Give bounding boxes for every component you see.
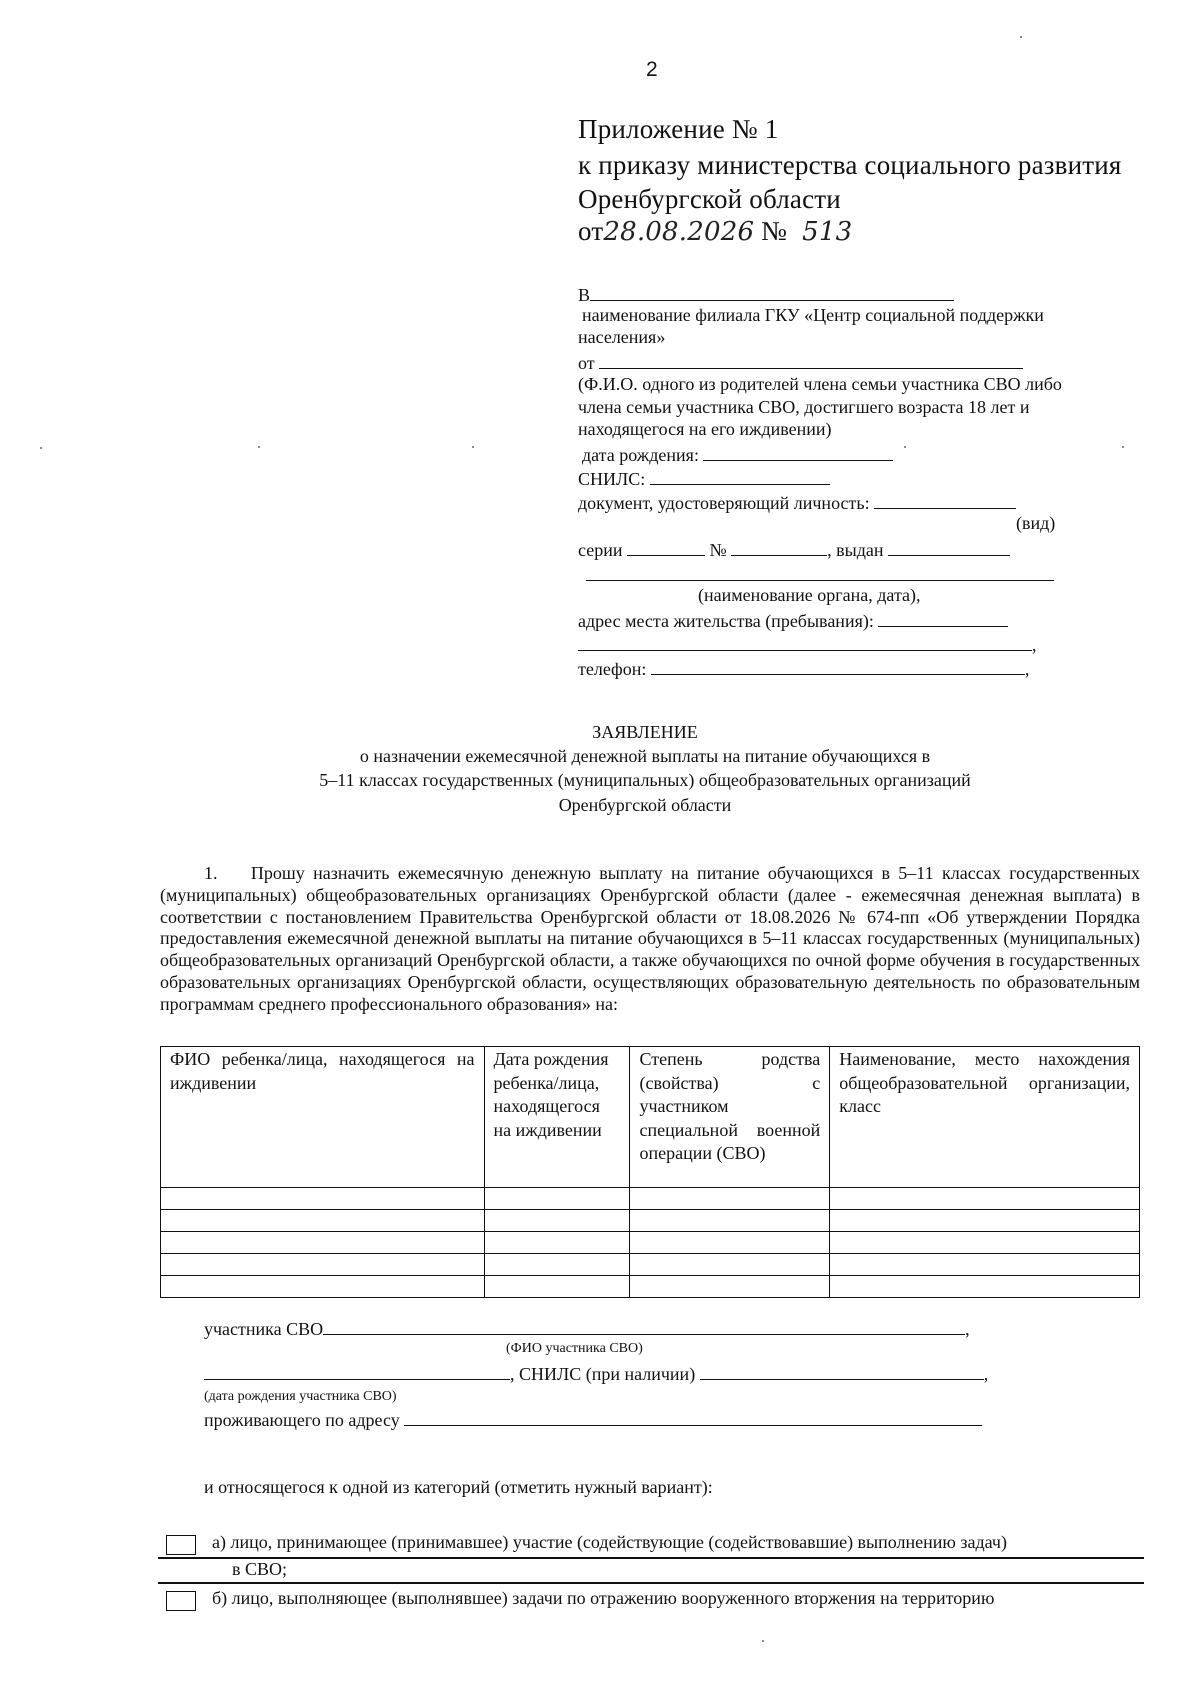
address-blank[interactable] [878, 608, 1008, 627]
table-cell[interactable] [161, 1210, 485, 1232]
participant-address-label: проживающего по адресу [204, 1410, 400, 1430]
to-line [578, 282, 954, 306]
id-kind-caption: (вид) [1016, 513, 1056, 533]
option-a-text-1: а) лицо, принимающее (принимавшее) участие (содействующие (содействовавшие) выполнению задач) [212, 1532, 1007, 1552]
table-cell[interactable] [830, 1232, 1140, 1254]
table-cell[interactable] [484, 1254, 630, 1276]
table-cell[interactable] [630, 1254, 830, 1276]
scan-speck [472, 446, 474, 448]
table-cell[interactable] [830, 1276, 1140, 1298]
paragraph-1: 1. Прошу назначить ежемесячную денежную выплату на питание обучающихся в 5–11 классах государственных (муниципальных) общеобразовательных организациях Оренбургской области (далее - ежемесячная денежная выплата) в соответствии с постановлением Правительства Оренбургской области от 18.08.2026 № 674-пп «Об утверждении Порядка предоставления ежемесячной денежной выплаты на питание обучающихся в 5–11 классах государственных (муниципальных) общеобразовательных организаций Оренбургской области, а также обучающихся по очной форме обучения в государственных образовательных организациях Оренбургской области, осуществляющих образовательную деятельность по образовательным программам среднего профессионального образования» на: [160, 863, 1140, 1014]
table-cell[interactable] [630, 1232, 830, 1254]
address-line [578, 608, 1008, 632]
table-cell[interactable] [630, 1210, 830, 1232]
table-header-row [161, 1047, 1140, 1188]
table-cell[interactable] [484, 1232, 630, 1254]
appendix-order-line: к приказу министерства социального развития [578, 150, 1122, 180]
table-row [161, 1276, 1140, 1298]
children-table [160, 1046, 1140, 1298]
participant-line [204, 1316, 970, 1340]
to-blank[interactable] [590, 282, 954, 301]
table-cell[interactable] [161, 1188, 485, 1210]
comma: , [965, 1319, 970, 1339]
option-b-top-divider [158, 1582, 1144, 1584]
participant-birth-caption: (дата рождения участника СВО) [204, 1389, 397, 1404]
table-cell[interactable] [161, 1232, 485, 1254]
birth-date-label: дата рождения: [582, 445, 699, 465]
snils-line [578, 466, 830, 490]
table-cell[interactable] [830, 1254, 1140, 1276]
appendix-title: Приложение № 1 [578, 114, 779, 144]
table-cell[interactable] [830, 1210, 1140, 1232]
statement-subtitle-1: о назначении ежемесячной денежной выплаты на питание обучающихся в [359, 746, 931, 766]
table-cell[interactable] [161, 1254, 485, 1276]
to-caption-2: населения» [578, 327, 666, 347]
participant-name-caption: (ФИО участника СВО) [506, 1341, 643, 1356]
address-continued-line [578, 632, 1037, 656]
table-cell[interactable] [484, 1210, 630, 1232]
participant-name-blank[interactable] [323, 1316, 965, 1335]
participant-birth-blank[interactable] [204, 1361, 510, 1380]
statement-subtitle-3: Оренбургской области [558, 795, 732, 815]
phone-label: телефон: [578, 659, 647, 679]
to-label: В [578, 285, 591, 305]
handwritten-order-number: 513 [802, 217, 853, 247]
issued-label: , выдан [827, 540, 884, 560]
statement-title: ЗАЯВЛЕНИЕ [592, 722, 698, 742]
from-label: от [578, 353, 595, 373]
table-cell[interactable] [484, 1188, 630, 1210]
from-caption-2: члена семьи участника СВО, достигшего возраста 18 лет и [578, 397, 1030, 417]
scan-speck [762, 1640, 764, 1642]
participant-address-blank[interactable] [404, 1407, 982, 1426]
birth-date-blank[interactable] [703, 442, 893, 461]
issuer-caption: (наименование органа, дата), [698, 585, 921, 605]
categories-intro: и относящегося к одной из категорий (отметить нужный вариант): [204, 1477, 713, 1497]
statement-subtitle-2: 5–11 классах государственных (муниципальных) общеобразовательных организаций [319, 770, 971, 790]
table-row [161, 1232, 1140, 1254]
from-line [578, 350, 1023, 374]
from-blank[interactable] [599, 350, 1023, 369]
participant-snils-blank[interactable] [700, 1361, 984, 1380]
table-row [161, 1188, 1140, 1210]
table-row [161, 1210, 1140, 1232]
table-cell[interactable] [830, 1188, 1140, 1210]
scan-speck [1020, 36, 1022, 38]
from-caption-3: находящегося на его иждивении) [578, 419, 832, 439]
comma: , [983, 1364, 989, 1384]
table-cell[interactable] [630, 1188, 830, 1210]
table-cell[interactable] [630, 1276, 830, 1298]
option-b-checkbox[interactable] [166, 1591, 196, 1611]
address-continued-blank[interactable] [578, 632, 1032, 651]
phone-blank[interactable] [651, 656, 1025, 675]
header-relationship: Степень родства (свойства) с участником специальной военной операции (СВО) [630, 1047, 830, 1188]
id-document-line [578, 490, 1016, 514]
from-caption-1: (Ф.И.О. одного из родителей члена семьи участника СВО либо [578, 374, 1062, 394]
page-number: 2 [646, 58, 658, 81]
doc-number-label: № [709, 540, 727, 560]
scan-speck [258, 446, 260, 448]
number-prefix: № [761, 216, 788, 246]
option-a-text-2: в СВО; [232, 1559, 288, 1579]
id-document-blank[interactable] [874, 490, 1016, 509]
handwritten-date: 28.08.2026 [603, 217, 755, 247]
issuer-blank[interactable] [586, 580, 1054, 581]
doc-number-blank[interactable] [731, 537, 827, 556]
option-a-top-divider [158, 1557, 1144, 1559]
date-prefix: от [578, 216, 604, 246]
series-blank[interactable] [627, 537, 705, 556]
appendix-date-line [578, 216, 852, 247]
comma: , [1032, 635, 1037, 655]
option-b-text-1: б) лицо, выполняющее (выполнявшее) задачи по отражению вооруженного вторжения на территорию [212, 1588, 995, 1608]
table-row [161, 1254, 1140, 1276]
snils-blank[interactable] [650, 466, 830, 485]
participant-snils-label: , СНИЛС (при наличии) [510, 1364, 696, 1384]
issued-blank[interactable] [888, 537, 1010, 556]
id-document-label: документ, удостоверяющий личность: [578, 493, 870, 513]
participant-birth-line [204, 1361, 988, 1385]
participant-address-line [204, 1407, 982, 1431]
snils-label: СНИЛС: [578, 469, 646, 489]
option-a-checkbox[interactable] [166, 1535, 196, 1555]
header-birth-date: Дата рождения ребенка/лица, находящегося на иждивении [484, 1047, 630, 1188]
header-child-name: ФИО ребенка/лица, находящегося на иждивении [161, 1047, 485, 1188]
birth-date-line [582, 442, 893, 466]
comma: , [1024, 659, 1030, 679]
table-cell[interactable] [161, 1276, 485, 1298]
header-school: Наименование, место нахождения общеобразовательной организации, класс [830, 1047, 1140, 1188]
to-caption-1: наименование филиала ГКУ «Центр социальной поддержки [582, 305, 1044, 325]
address-label: адрес места жительства (пребывания): [578, 611, 874, 631]
appendix-region-line: Оренбургской области [578, 184, 841, 214]
participant-label: участника СВО [204, 1319, 324, 1339]
phone-line [578, 656, 1029, 680]
series-label: серии [578, 540, 623, 560]
scan-speck [1122, 446, 1124, 448]
series-line [578, 537, 1010, 561]
scan-speck [40, 447, 42, 449]
table-cell[interactable] [484, 1276, 630, 1298]
scan-speck [904, 446, 906, 448]
